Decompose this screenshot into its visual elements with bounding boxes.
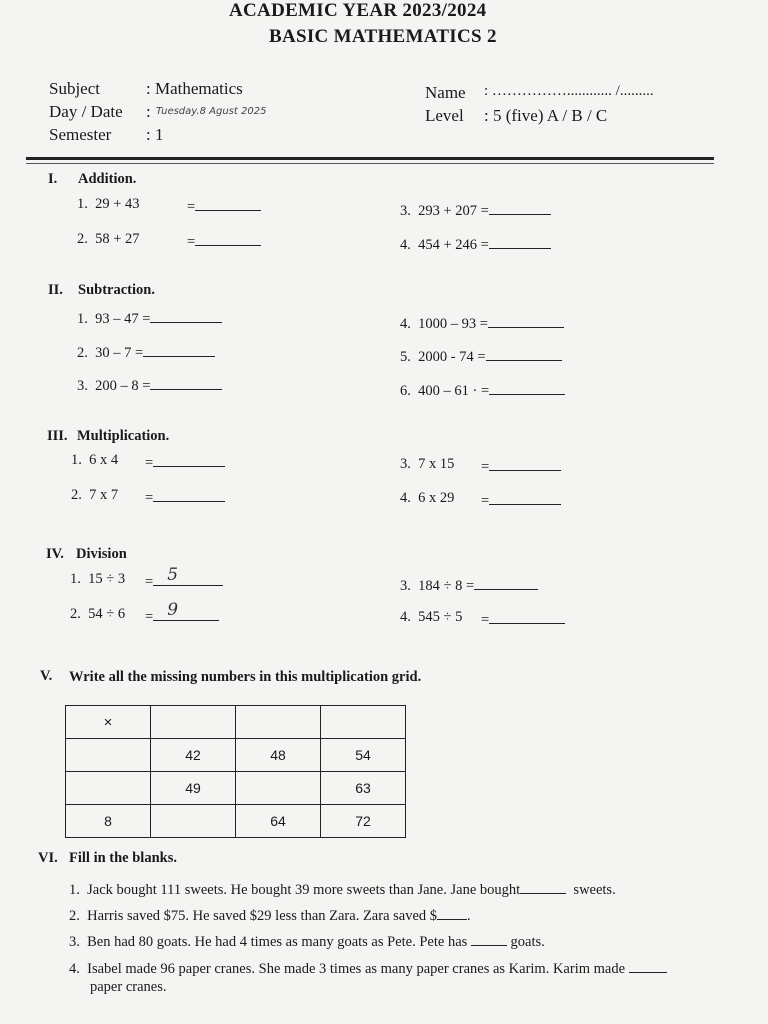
grid-cell[interactable] — [66, 739, 151, 772]
q-expr: 200 – 8 = — [95, 378, 151, 394]
q-expr: 1000 – 93 = — [418, 316, 488, 332]
q-text-after: . — [467, 908, 471, 924]
q-expr: 400 – 61 · = — [418, 383, 490, 399]
answer-blank[interactable] — [520, 879, 566, 894]
answer-blank[interactable] — [153, 565, 223, 586]
addition-q2-answer[interactable] — [187, 231, 261, 251]
section-4-number: IV. — [46, 546, 64, 562]
q-number: 1. — [70, 571, 81, 587]
q-number: 2. — [69, 908, 80, 924]
section-2-number: II. — [48, 282, 63, 298]
grid-cell: 49 — [151, 772, 236, 805]
fill-blank-q3[interactable] — [69, 931, 545, 951]
answer-blank[interactable] — [489, 456, 561, 471]
fill-blank-q4[interactable] — [69, 958, 667, 978]
subject-label: Subject — [49, 79, 100, 98]
answer-blank[interactable] — [437, 905, 467, 920]
q-text: Jack bought 111 sweets. He bought 39 more sweets than Jane. Jane bought — [87, 882, 521, 898]
section-5-number: V. — [40, 668, 53, 684]
grid-row — [66, 739, 406, 772]
q-expr: 54 ÷ 6 — [88, 606, 126, 622]
answer-blank[interactable] — [143, 342, 215, 357]
section-1-number: I. — [48, 171, 58, 187]
grid-cell[interactable] — [236, 772, 321, 805]
q-number: 3. — [400, 456, 411, 472]
division-q2-answer[interactable] — [145, 600, 219, 626]
q-number: 4. — [400, 490, 411, 506]
multiplication-q3-answer[interactable] — [481, 456, 561, 476]
day-value-handwritten: Tuesday.8 Agust 2025 — [156, 106, 267, 117]
q-expr: 58 + 27 — [95, 231, 140, 247]
grid-cell[interactable] — [321, 706, 406, 739]
q-text-after: sweets. — [573, 882, 616, 898]
q-text: Ben had 80 goats. He had 4 times as many goats as Pete. Pete has — [87, 934, 468, 950]
grid-cell[interactable] — [151, 706, 236, 739]
q-expr: 7 x 15 — [418, 456, 455, 472]
q-number: 3. — [69, 934, 80, 950]
q-number: 1. — [77, 311, 88, 327]
day-colon: : — [146, 102, 151, 121]
fill-blank-q1[interactable] — [69, 879, 616, 899]
equals-sign: = — [187, 199, 196, 215]
equals-sign: = — [145, 574, 154, 590]
q-number: 2. — [77, 345, 88, 361]
q-number: 1. — [71, 452, 82, 468]
subtraction-q4[interactable] — [400, 313, 564, 333]
subtraction-q6[interactable] — [400, 380, 565, 400]
multiplication-q1 — [71, 452, 118, 469]
q-number: 2. — [70, 606, 81, 622]
subtraction-q5[interactable] — [400, 346, 562, 366]
addition-q4[interactable] — [400, 234, 551, 254]
division-q4 — [400, 609, 462, 626]
division-q3[interactable] — [400, 575, 538, 595]
q-expr: 184 ÷ 8 = — [418, 578, 475, 594]
division-q2 — [70, 606, 125, 623]
q-expr: 6 x 29 — [418, 490, 455, 506]
grid-row — [66, 772, 406, 805]
equals-sign: = — [481, 612, 490, 628]
equals-sign: = — [481, 459, 490, 475]
grid-cell[interactable] — [66, 772, 151, 805]
answer-blank[interactable] — [150, 375, 222, 390]
equals-sign: = — [145, 490, 154, 506]
header-line-1: ACADEMIC YEAR 2023/2024 — [229, 0, 487, 21]
addition-q1-answer[interactable] — [187, 196, 261, 216]
grid-cell: 64 — [236, 805, 321, 838]
semester-label: Semester — [49, 125, 112, 144]
grid-cell[interactable] — [236, 706, 321, 739]
q-text: Isabel made 96 paper cranes. She made 3 times as many paper cranes as Karim. Karim made — [87, 961, 626, 977]
grid-cell: 54 — [321, 739, 406, 772]
subtraction-q3[interactable] — [77, 375, 222, 395]
answer-blank[interactable] — [489, 200, 551, 215]
grid-cell: 42 — [151, 739, 236, 772]
answer-blank[interactable] — [474, 575, 538, 590]
division-q1-answer[interactable] — [145, 565, 223, 591]
answer-blank[interactable] — [489, 609, 565, 624]
q-expr: 293 + 207 = — [418, 203, 489, 219]
equals-sign: = — [187, 234, 196, 250]
q-expr: 29 + 43 — [95, 196, 140, 212]
answer-blank[interactable] — [489, 234, 551, 249]
handwritten-answer: 9 — [167, 600, 179, 620]
answer-blank[interactable] — [629, 958, 667, 973]
name-value[interactable]: : ……………............ /......... — [484, 83, 654, 99]
section-6-number: VI. — [38, 850, 58, 866]
q-text: Harris saved $75. He saved $29 less than Zara. Zara saved $ — [87, 908, 438, 924]
addition-q3[interactable] — [400, 200, 551, 220]
header-divider — [26, 157, 714, 160]
q-expr: 93 – 47 = — [95, 311, 151, 327]
q-number: 4. — [400, 237, 411, 253]
q-expr: 545 ÷ 5 — [418, 609, 463, 625]
q-number: 5. — [400, 349, 411, 365]
equals-sign: = — [481, 493, 490, 509]
q-expr: 15 ÷ 3 — [88, 571, 126, 587]
name-label: Name — [425, 83, 466, 102]
answer-blank[interactable] — [488, 313, 564, 328]
addition-q2 — [77, 231, 140, 248]
q-number: 1. — [69, 882, 80, 898]
semester-value: : 1 — [146, 125, 164, 144]
day-label: Day / Date — [49, 102, 123, 121]
level-label: Level — [425, 106, 464, 125]
grid-cell: × — [66, 706, 151, 739]
grid-row — [66, 805, 406, 838]
q-expr: 6 x 4 — [89, 452, 119, 468]
section-2-title: Subtraction. — [78, 282, 155, 298]
section-1-title: Addition. — [78, 171, 137, 187]
answer-blank[interactable] — [486, 346, 562, 361]
multiplication-q4 — [400, 490, 454, 507]
handwritten-answer: 5 — [167, 565, 179, 585]
equals-sign: = — [145, 609, 154, 625]
addition-q1 — [77, 196, 140, 213]
subtraction-q1[interactable] — [77, 308, 222, 328]
multiplication-q2 — [71, 487, 118, 504]
answer-blank[interactable] — [153, 487, 225, 502]
q-number: 2. — [71, 487, 82, 503]
grid-row — [66, 706, 406, 739]
q-expr: 30 – 7 = — [95, 345, 144, 361]
header-divider-thin — [26, 163, 714, 164]
q-number: 3. — [400, 203, 411, 219]
q-number: 4. — [400, 316, 411, 332]
q-number: 2. — [77, 231, 88, 247]
fill-blank-q4-continuation: paper cranes. — [90, 979, 167, 995]
level-value: : 5 (five) A / B / C — [484, 106, 608, 125]
grid-cell: 48 — [236, 739, 321, 772]
q-number: 4. — [69, 961, 80, 977]
q-text-after: goats. — [510, 934, 545, 950]
q-number: 1. — [77, 196, 88, 212]
multiplication-q3 — [400, 456, 454, 473]
section-3-number: III. — [47, 428, 68, 444]
section-3-title: Multiplication. — [77, 428, 170, 444]
answer-blank[interactable] — [471, 931, 507, 946]
answer-blank[interactable] — [195, 196, 261, 211]
grid-cell: 72 — [321, 805, 406, 838]
answer-blank[interactable] — [150, 308, 222, 323]
answer-blank[interactable] — [489, 380, 565, 395]
multiplication-q1-answer[interactable] — [145, 452, 225, 472]
q-number: 4. — [400, 609, 411, 625]
subject-value: : Mathematics — [146, 79, 243, 98]
grid-cell: 63 — [321, 772, 406, 805]
q-number: 3. — [77, 378, 88, 394]
equals-sign: = — [145, 455, 154, 471]
header-line-2: BASIC MATHEMATICS 2 — [269, 26, 497, 47]
q-number: 6. — [400, 383, 411, 399]
section-6-title: Fill in the blanks. — [69, 850, 177, 866]
q-number: 3. — [400, 578, 411, 594]
section-4-title: Division — [76, 546, 127, 562]
division-q4-answer[interactable] — [481, 609, 565, 629]
subtraction-q2[interactable] — [77, 342, 215, 362]
answer-blank[interactable] — [153, 600, 219, 621]
multiplication-q4-answer[interactable] — [481, 490, 561, 510]
q-expr: 7 x 7 — [89, 487, 119, 503]
answer-blank[interactable] — [153, 452, 225, 467]
fill-blank-q2[interactable] — [69, 905, 471, 925]
section-5-title: Write all the missing numbers in this multiplication grid. — [69, 669, 422, 685]
grid-cell: 8 — [66, 805, 151, 838]
grid-cell[interactable] — [151, 805, 236, 838]
multiplication-grid — [65, 705, 406, 838]
answer-blank[interactable] — [195, 231, 261, 246]
q-expr: 454 + 246 = — [418, 237, 489, 253]
q-expr: 2000 - 74 = — [418, 349, 486, 365]
multiplication-q2-answer[interactable] — [145, 487, 225, 507]
division-q1 — [70, 571, 125, 588]
answer-blank[interactable] — [489, 490, 561, 505]
